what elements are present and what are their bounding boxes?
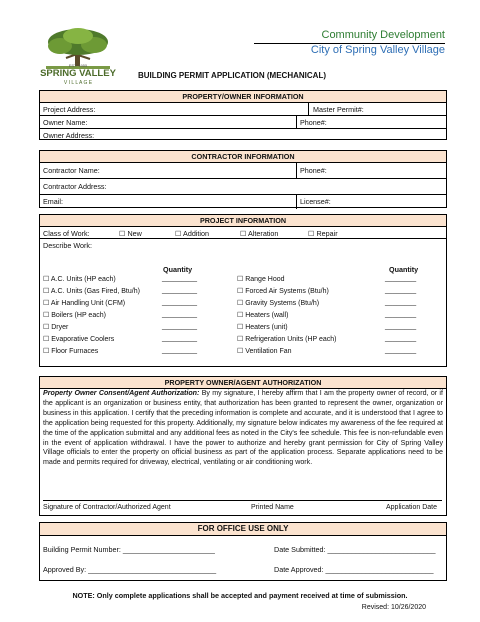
date-submitted-field[interactable]: Date Submitted: ___________________________ — [274, 545, 436, 554]
project-section — [39, 214, 447, 367]
master-permit-label: Master Permit#: — [313, 105, 364, 114]
approved-by-field[interactable]: Approved By: ________________________________ — [43, 565, 217, 574]
quantity-blank-right[interactable]: ________ — [385, 287, 417, 294]
equipment-item-right[interactable]: ☐ Refrigeration Units (HP each) — [237, 336, 337, 343]
addition-checkbox[interactable]: ☐ Addition — [175, 229, 210, 238]
contractor-section-title: CONTRACTOR INFORMATION — [40, 151, 446, 163]
quantity-blank-left[interactable]: _________ — [162, 287, 198, 294]
project-section-title: PROJECT INFORMATION — [40, 215, 446, 227]
revised-date: Revised: 10/26/2020 — [361, 604, 426, 611]
form-title: BUILDING PERMIT APPLICATION (MECHANICAL) — [138, 71, 326, 80]
describe-work-label: Describe Work: — [43, 241, 92, 250]
authorization-text — [43, 389, 443, 468]
alteration-checkbox[interactable]: ☐ Alteration — [240, 229, 279, 238]
office-section — [39, 522, 447, 581]
repair-checkbox[interactable]: ☐ Repair — [308, 229, 338, 238]
owner-name-label: Owner Name: — [43, 118, 88, 127]
owner-section — [39, 90, 447, 140]
row-owner-name — [40, 115, 446, 129]
quantity-blank-left[interactable]: _________ — [162, 335, 198, 342]
quantity-blank-right[interactable]: ________ — [385, 275, 417, 282]
equipment-item-left[interactable]: ☐ A.C. Units (HP each) — [43, 276, 116, 283]
class-of-work-label: Class of Work: — [43, 229, 90, 238]
owner-address-label: Owner Address: — [43, 131, 95, 140]
logo-est: EST. 1955 — [68, 63, 88, 68]
office-section-title: FOR OFFICE USE ONLY — [40, 523, 446, 536]
row-contractor-name — [40, 162, 446, 179]
row-describe-work — [40, 238, 446, 368]
department-title: Community Development — [321, 29, 445, 41]
date-approved-field[interactable]: Date Approved: ___________________________ — [274, 565, 434, 574]
row-contractor-address — [40, 178, 446, 195]
quantity-blank-left[interactable]: _________ — [162, 311, 198, 318]
equipment-item-left[interactable]: ☐ Evaporative Coolers — [43, 336, 115, 343]
quantity-blank-right[interactable]: ________ — [385, 335, 417, 342]
contractor-name-label: Contractor Name: — [43, 166, 100, 175]
quantity-blank-right[interactable]: ________ — [385, 323, 417, 330]
project-address-label: Project Address: — [43, 105, 96, 114]
row-owner-address — [40, 128, 446, 142]
equipment-item-right[interactable]: ☐ Range Hood — [237, 276, 285, 283]
logo-sub: V I L L A G E — [63, 80, 93, 86]
quantity-blank-right[interactable]: ________ — [385, 311, 417, 318]
city-title: City of Spring Valley Village — [310, 44, 445, 56]
equipment-item-right[interactable]: ☐ Forced Air Systems (Btu/h) — [237, 288, 329, 295]
signature-line — [43, 500, 442, 501]
row-contractor-email — [40, 194, 446, 209]
equipment-item-right[interactable]: ☐ Heaters (unit) — [237, 324, 288, 331]
authorization-body: By my signature, I hereby affirm that I am the property owner of record, or if the applicant is an organization or business entity, that authorization has been granted to represent the owner, organization or business in this application. I certify that the preceding information is complete and accurate, and it is understood that I agree to the application being requested for this property. Additionally, my signature below indicates my awareness of the fee required at the time of the application submittal and any additional fees as noted in the City's fee schedule. This fee is non-refundable even in the event of application withdrawal. I have the power to authorize and hereby grant permission for City of Spring Valley Village officials to enter the property on official business as part of the application process. Separate applications need to be made and permits required for driveway, electrical, ventilating or air conditioning work. — [43, 389, 443, 467]
contractor-section — [39, 150, 447, 208]
authorization-section-title: PROPERTY OWNER/AGENT AUTHORIZATION — [40, 377, 446, 389]
quantity-blank-right[interactable]: ________ — [385, 347, 417, 354]
authorization-lead: Property Owner Consent/Agent Authorization: — [43, 389, 200, 397]
quantity-blank-right[interactable]: ________ — [385, 299, 417, 306]
authorization-section — [39, 376, 447, 516]
new-checkbox[interactable]: ☐ New — [119, 229, 142, 238]
printed-name-label: Printed Name — [251, 504, 294, 511]
quantity-blank-left[interactable]: _________ — [162, 275, 198, 282]
permit-number-field[interactable]: Building Permit Number: _______________________ — [43, 545, 215, 554]
equipment-item-left[interactable]: ☐ Air Handling Unit (CFM) — [43, 300, 126, 307]
owner-phone-label: Phone#: — [300, 118, 327, 127]
quantity-header-left: Quantity — [163, 265, 193, 274]
quantity-blank-left[interactable]: _________ — [162, 347, 198, 354]
equipment-item-right[interactable]: ☐ Ventilation Fan — [237, 348, 292, 355]
signature-label: Signature of Contractor/Authorized Agent — [43, 504, 171, 511]
row-project-address — [40, 102, 446, 116]
contractor-address-label: Contractor Address: — [43, 182, 107, 191]
license-label: License#: — [300, 197, 331, 206]
equipment-item-left[interactable]: ☐ Dryer — [43, 324, 69, 331]
quantity-header-right: Quantity — [389, 265, 419, 274]
equipment-item-left[interactable]: ☐ A.C. Units (Gas Fired, Btu/h) — [43, 288, 140, 295]
logo-name: SPRING VALLEY — [40, 68, 116, 79]
email-label: Email: — [43, 197, 63, 206]
application-date-label: Application Date — [386, 504, 437, 511]
quantity-blank-left[interactable]: _________ — [162, 323, 198, 330]
equipment-item-right[interactable]: ☐ Gravity Systems (Btu/h) — [237, 300, 320, 307]
footer-note: NOTE: Only complete applications shall be accepted and payment received at time of submission. — [72, 591, 408, 600]
quantity-blank-left[interactable]: _________ — [162, 299, 198, 306]
owner-section-title: PROPERTY/OWNER INFORMATION — [40, 91, 446, 103]
equipment-item-left[interactable]: ☐ Boilers (HP each) — [43, 312, 106, 319]
equipment-item-left[interactable]: ☐ Floor Furnaces — [43, 348, 99, 355]
contractor-phone-label: Phone#: — [300, 166, 327, 175]
equipment-item-right[interactable]: ☐ Heaters (wall) — [237, 312, 289, 319]
city-logo — [36, 24, 120, 94]
